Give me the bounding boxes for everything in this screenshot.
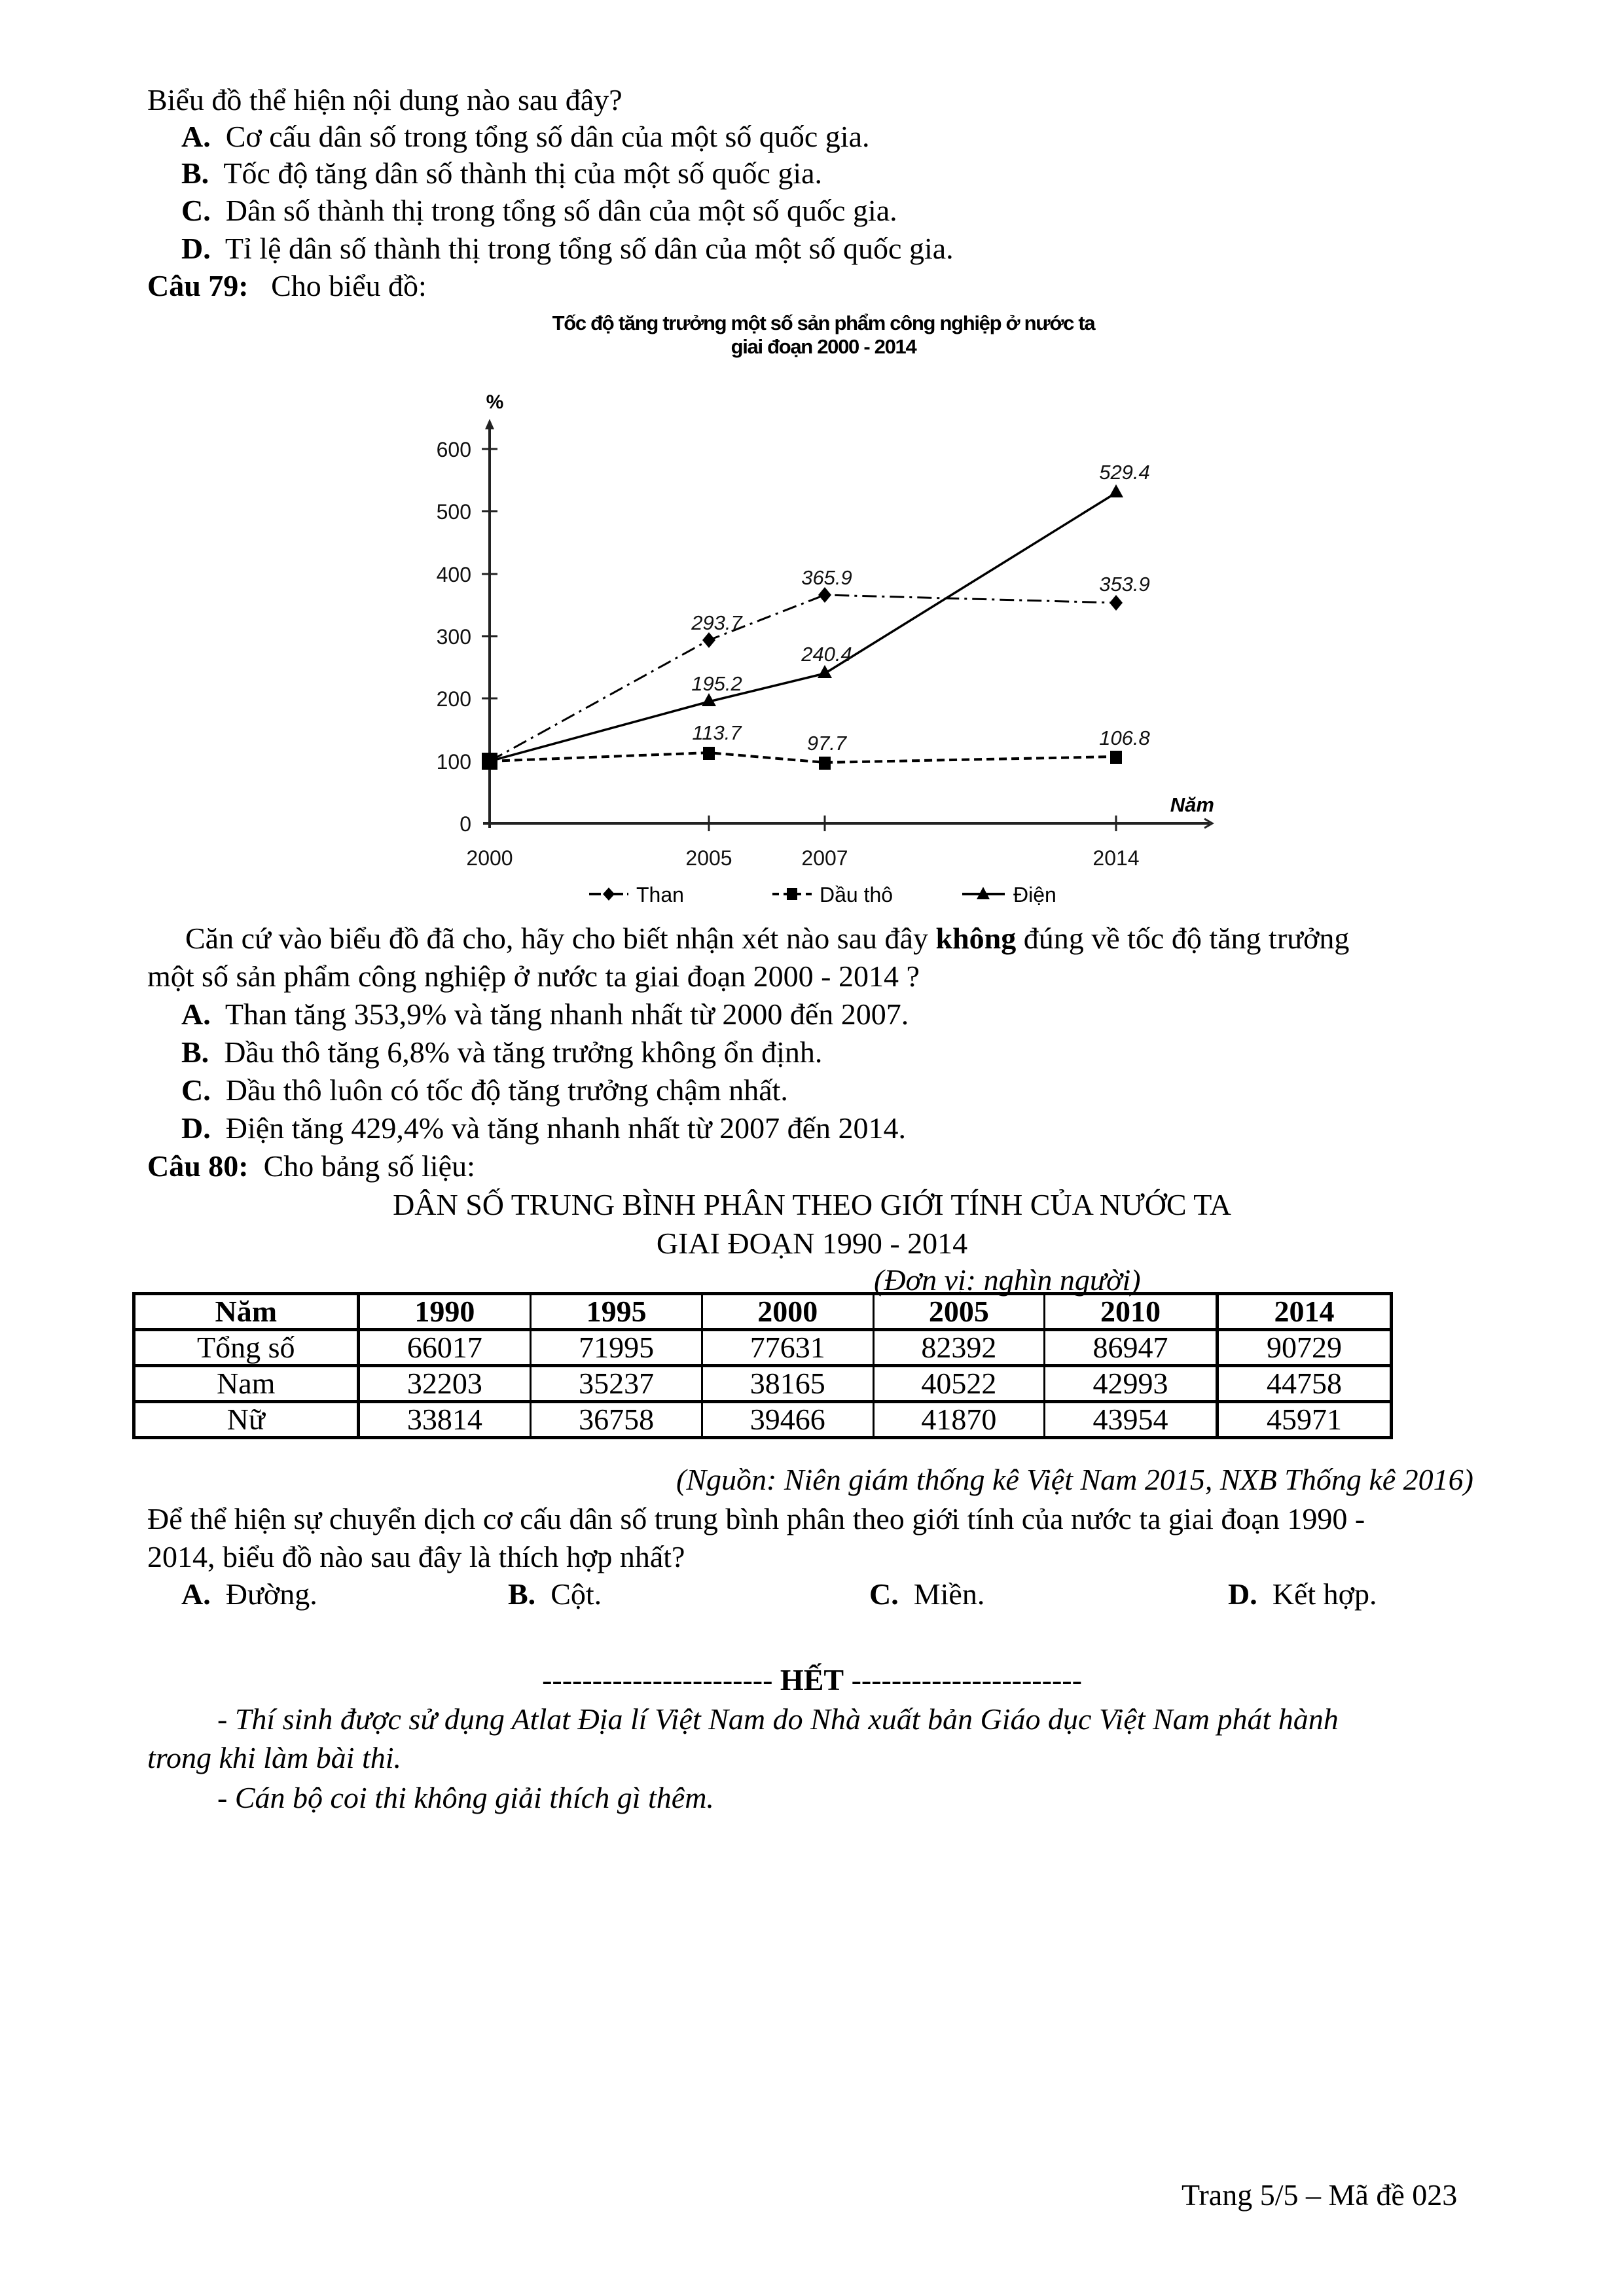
question-stem: Biểu đồ thể hiện nội dung nào sau đây?: [147, 83, 623, 117]
table-cell: 40522: [873, 1366, 1045, 1402]
table-cell: 44758: [1217, 1366, 1391, 1402]
table-header-cell: 2014: [1217, 1294, 1391, 1330]
y-tick-200: 200: [436, 687, 471, 711]
table-cell: 66017: [358, 1330, 531, 1366]
option-label: C.: [869, 1577, 899, 1611]
table-cell: 32203: [358, 1366, 531, 1402]
end-marker: [0, 1661, 1624, 1699]
y-tick-400: 400: [436, 563, 471, 586]
series-dien-markers: [702, 484, 1123, 706]
table-cell: 38165: [702, 1366, 873, 1402]
table-row: [134, 1330, 1392, 1366]
table-cell: 45971: [1217, 1402, 1391, 1438]
table-cell: 82392: [873, 1330, 1045, 1366]
diamond-marker-icon: [702, 632, 715, 648]
label-dau-tho-2005: 113.7: [692, 721, 742, 744]
option-text: Tốc độ tăng dân số thành thị của một số quốc gia.: [223, 156, 823, 190]
question-79-stem-line-1: [185, 920, 1349, 958]
square-marker-icon: [1110, 751, 1122, 764]
x-axis-label: Năm: [1170, 793, 1214, 816]
y-tick-600: 600: [436, 438, 471, 461]
x-tick-2014: 2014: [1092, 846, 1140, 870]
chart-title-line-2: giai đoạn 2000 - 2014: [731, 335, 916, 358]
option-text: Dầu thô luôn có tốc độ tăng trưởng chậm nhất.: [225, 1073, 788, 1107]
option-label: A.: [181, 997, 211, 1031]
question-80-stem-line-1: Để thể hiện sự chuyển dịch cơ cấu dân số trung bình phân theo giới tính của nước ta giai đoạn 1990 -: [147, 1502, 1365, 1535]
question-80-stem-line-2: 2014, biểu đồ nào sau đây là thích hợp nhất?: [147, 1540, 685, 1573]
table-source: (Nguồn: Niên giám thống kê Việt Nam 2015, NXB Thống kê 2016): [676, 1463, 1473, 1496]
question-intro: Cho biểu đồ:: [271, 269, 427, 302]
table-row-label: Tổng số: [134, 1330, 359, 1366]
table-header-cell: 1995: [531, 1294, 702, 1330]
option-text: Đường.: [225, 1577, 317, 1611]
option-text: Dân số thành thị trong tổng số dân của một số quốc gia.: [225, 194, 897, 227]
table-cell: 41870: [873, 1402, 1045, 1438]
note-atlas-line-1: - Thí sinh được sử dụng Atlat Địa lí Việt Nam do Nhà xuất bản Giáo dục Việt Nam phát hành: [217, 1702, 1339, 1736]
option-label: A.: [181, 1577, 211, 1611]
label-dien-2007: 240.4: [801, 643, 852, 666]
label-dau-tho-2007: 97.7: [806, 732, 847, 755]
population-table: [132, 1292, 1393, 1439]
label-than-2005: 293.7: [691, 611, 742, 634]
table-row-label: Nữ: [134, 1402, 359, 1438]
line-chart: [0, 0, 1624, 995]
series-dien-line: [490, 493, 1116, 761]
option-label: A.: [181, 120, 211, 153]
question-80-header: [147, 1147, 475, 1185]
option-a: [181, 1575, 317, 1613]
table-cell: 36758: [531, 1402, 702, 1438]
option-text: Than tăng 353,9% và tăng nhanh nhất từ 2000 đến 2007.: [225, 997, 909, 1031]
option-text: Tỉ lệ dân số thành thị trong tổng số dân của một số quốc gia.: [225, 232, 954, 265]
legend-diamond-icon: [603, 888, 615, 901]
diamond-marker-icon: [818, 587, 831, 603]
legend-dau-tho: Dầu thô: [820, 883, 893, 906]
table-unit: (Đơn vị: nghìn người): [874, 1263, 1141, 1297]
table-header-cell: 1990: [358, 1294, 531, 1330]
table-cell: 43954: [1045, 1402, 1218, 1438]
note-atlas-line-2: trong khi làm bài thi.: [147, 1741, 402, 1774]
table-cell: 39466: [702, 1402, 873, 1438]
stem-emphasis: không: [935, 922, 1017, 955]
option-text: Điện tăng 429,4% và tăng nhanh nhất từ 2007 đến 2014.: [225, 1111, 907, 1145]
option-label: B.: [508, 1577, 536, 1611]
question-79-stem-line-2: một số sản phẩm công nghiệp ở nước ta giai đoạn 2000 - 2014 ?: [147, 960, 920, 993]
option-d: [1228, 1575, 1377, 1613]
option-d: [181, 1109, 906, 1147]
legend-than: Than: [636, 883, 684, 906]
chart-title-line-1: Tốc độ tăng trưởng một số sản phẩm công nghiệp ở nước ta: [552, 312, 1095, 334]
table-header-cell: 2005: [873, 1294, 1045, 1330]
stem-text: đúng về tốc độ tăng trưởng: [1016, 922, 1350, 955]
label-dien-2005: 195.2: [691, 672, 742, 695]
square-marker-icon: [703, 747, 715, 760]
option-label: D.: [181, 1111, 211, 1145]
label-than-2007: 365.9: [801, 566, 852, 589]
table-cell: 77631: [702, 1330, 873, 1366]
question-number: Câu 79:: [147, 269, 249, 302]
option-text: Kết hợp.: [1272, 1577, 1377, 1611]
stem-text: Căn cứ vào biểu đồ đã cho, hãy cho biết nhận xét nào sau đây: [185, 922, 936, 955]
table-cell: 33814: [358, 1402, 531, 1438]
option-label: B.: [181, 156, 209, 190]
table-cell: 86947: [1045, 1330, 1218, 1366]
legend-square-icon: [787, 888, 797, 900]
option-c: [869, 1575, 984, 1613]
option-label: C.: [181, 194, 211, 227]
y-tick-100: 100: [436, 750, 471, 774]
label-dau-tho-2014: 106.8: [1099, 726, 1150, 749]
note-proctor: - Cán bộ coi thi không giải thích gì thêm.: [217, 1781, 714, 1814]
question-number: Câu 80:: [147, 1149, 249, 1183]
table-cell: 42993: [1045, 1366, 1218, 1402]
option-text: Dầu thô tăng 6,8% và tăng trưởng không ổn định.: [224, 1035, 823, 1069]
label-than-2014: 353.9: [1099, 573, 1150, 596]
label-dien-2014: 529.4: [1099, 461, 1150, 484]
y-tick-500: 500: [436, 500, 471, 524]
end-dashes-right: -----------------------: [851, 1663, 1082, 1696]
table-row-label: Nam: [134, 1366, 359, 1402]
table-cell: 90729: [1217, 1330, 1391, 1366]
legend-dien: Điện: [1013, 883, 1056, 906]
diamond-marker-icon: [1110, 595, 1123, 611]
option-text: Cơ cấu dân số trong tổng số dân của một số quốc gia.: [225, 120, 870, 153]
table-cell: 35237: [531, 1366, 702, 1402]
triangle-marker-icon: [1109, 484, 1123, 497]
chart-legend: [589, 883, 1056, 906]
table-header-cell: 2000: [702, 1294, 873, 1330]
table-cell: 71995: [531, 1330, 702, 1366]
option-c: [181, 1071, 788, 1109]
page-footer: Trang 5/5 – Mã đề 023: [1182, 2178, 1458, 2212]
option-text: Miền.: [913, 1577, 985, 1611]
y-tick-300: 300: [436, 625, 471, 649]
x-tick-2007: 2007: [801, 846, 848, 870]
option-label: D.: [181, 232, 211, 265]
y-axis-label: %: [486, 391, 504, 413]
question-intro: Cho bảng số liệu:: [263, 1149, 475, 1183]
table-row: [134, 1366, 1392, 1402]
option-b: [181, 1033, 822, 1071]
y-axis-arrow-icon: [485, 419, 494, 429]
option-a: [181, 996, 909, 1033]
square-marker-icon: [819, 757, 831, 770]
end-dashes-left: -----------------------: [542, 1663, 773, 1696]
option-label: D.: [1228, 1577, 1257, 1611]
end-word: HẾT: [780, 1663, 844, 1696]
option-text: Cột.: [550, 1577, 602, 1611]
option-b: [508, 1575, 602, 1613]
option-label: B.: [181, 1035, 209, 1069]
option-label: C.: [181, 1073, 211, 1107]
series-dau-tho-line: [490, 753, 1116, 762]
table-title-line-2: GIAI ĐOẠN 1990 - 2014: [656, 1227, 968, 1260]
x-tick-2005: 2005: [685, 846, 732, 870]
table-row: [134, 1402, 1392, 1438]
table-title-line-1: DÂN SỐ TRUNG BÌNH PHÂN THEO GIỚI TÍNH CỦA NƯỚC TA: [393, 1188, 1231, 1221]
table-header-cell: 2010: [1045, 1294, 1218, 1330]
y-tick-0: 0: [460, 812, 471, 836]
x-tick-2000: 2000: [466, 846, 513, 870]
table-header-cell: Năm: [134, 1294, 359, 1330]
table-header-row: [134, 1294, 1392, 1330]
